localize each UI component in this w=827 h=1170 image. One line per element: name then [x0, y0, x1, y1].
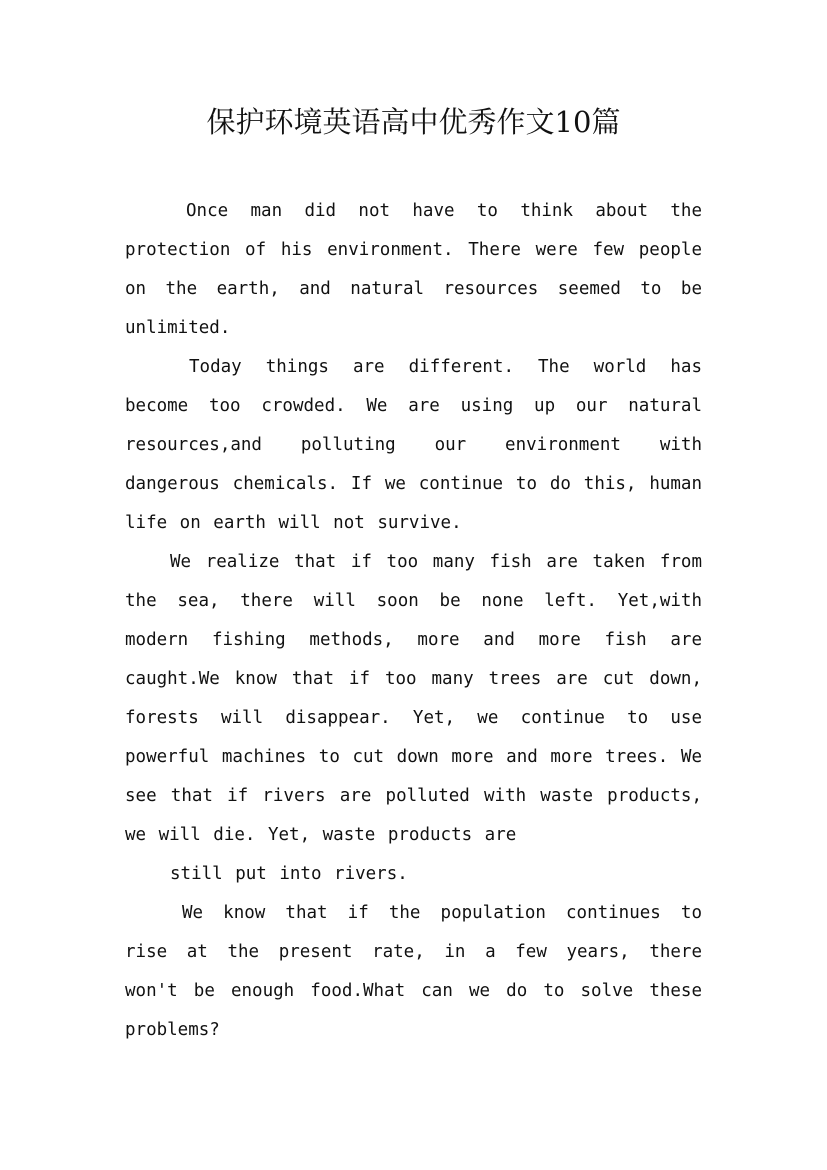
- paragraph: Today things are different. The world has become too crowded. We are using up our natural resources,and polluting our environment with dangerous chemicals. If we continue to do this, human life on earth will not survive.: [125, 357, 702, 533]
- document-body: [125, 192, 702, 1050]
- document-title: 保护环境英语高中优秀作文10篇: [206, 105, 621, 139]
- paragraph: We know that if the population continues to rise at the present rate, in a few years, there won't be enough food.What can we do to solve these problems?: [125, 903, 702, 1040]
- paragraph: still put into rivers.: [170, 864, 408, 884]
- paragraph: We realize that if too many fish are taken from the sea, there will soon be none left. Yet,with modern fishing methods, more and more fish are caught.We know that if too many trees are cut down, forests will disappear. Yet, we continue to use powerful machines to cut down more and more trees. We see that if rivers are polluted with waste products, we will die. Yet, waste products are: [125, 552, 702, 845]
- paragraph: Once man did not have to think about the protection of his environment. There were few people on the earth, and natural resources seemed to be unlimited.: [125, 201, 702, 338]
